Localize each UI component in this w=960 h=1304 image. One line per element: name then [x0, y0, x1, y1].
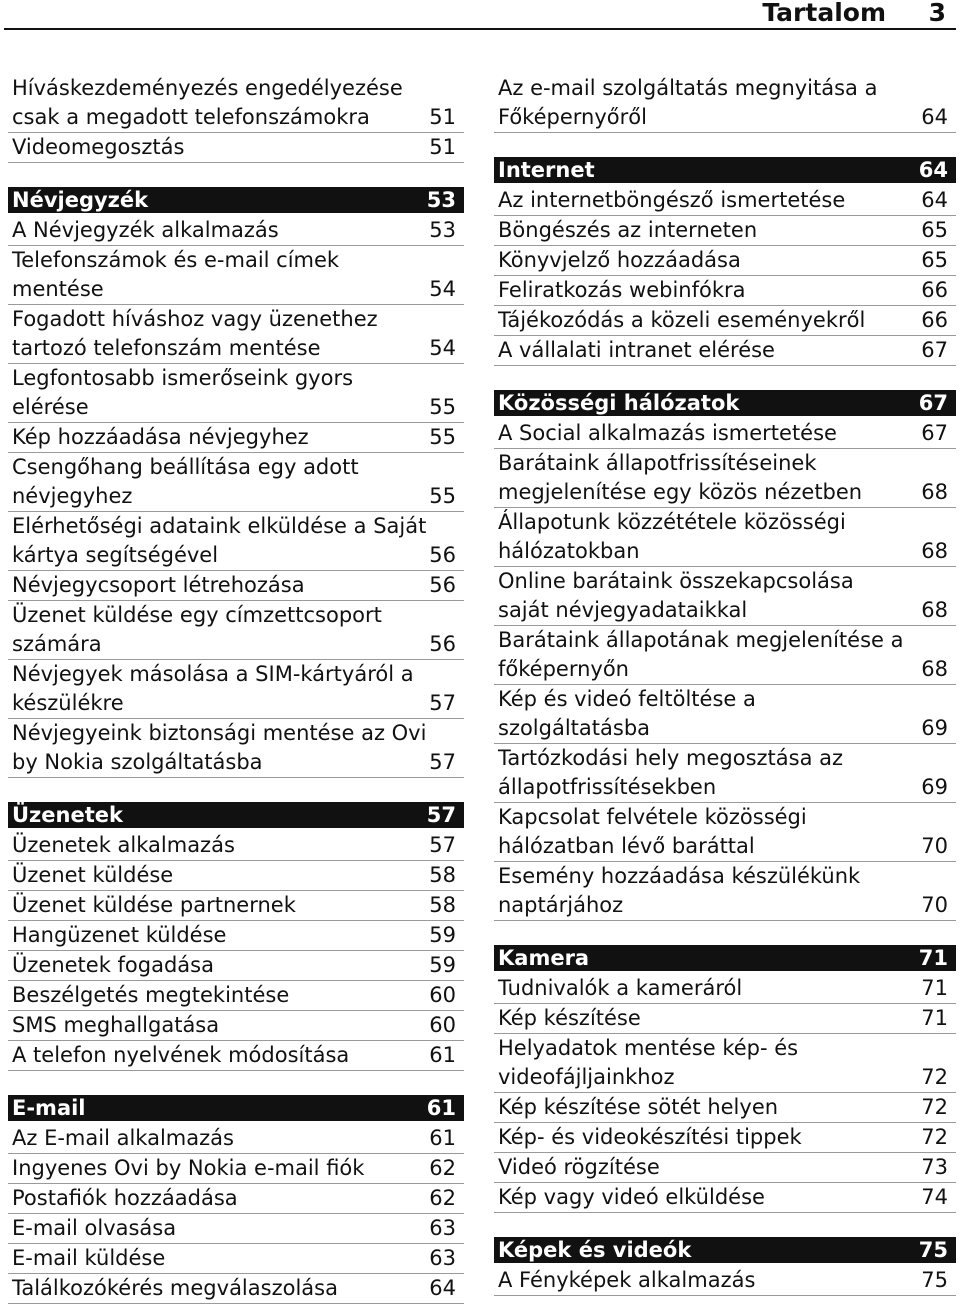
toc-entry-row: [12, 802, 456, 828]
toc-entry-row: [498, 478, 948, 507]
page-header: [4, 0, 956, 30]
toc-entry[interactable]: [8, 364, 464, 423]
toc-page-number: 55: [429, 484, 456, 508]
toc-page-number: 65: [921, 248, 948, 272]
toc-entry-row: [498, 246, 948, 275]
toc-entry[interactable]: [494, 1153, 956, 1183]
toc-entry-row: [12, 1214, 456, 1243]
toc-page-number: 64: [921, 105, 948, 129]
toc-entry-title-line: naptárjához: [498, 893, 624, 917]
toc-entry[interactable]: [8, 861, 464, 891]
toc-page-number: 67: [921, 338, 948, 362]
toc-entry[interactable]: [8, 1011, 464, 1041]
toc-page-number: 72: [921, 1065, 948, 1089]
toc-entry-title-line: Híváskezdeményezés engedélyezése: [12, 76, 403, 100]
toc-entry-title-line: E-mail olvasása: [12, 1216, 177, 1240]
toc-entry-title-line: Üzenet küldése partnernek: [12, 893, 296, 917]
toc-entry-title-line: Üzenet küldése egy címzettcsoport: [12, 603, 382, 627]
header-page-number: 3: [928, 0, 946, 27]
toc-section-heading[interactable]: [494, 945, 956, 971]
toc-page-number: 63: [429, 1246, 456, 1270]
toc-entry[interactable]: [494, 276, 956, 306]
toc-entry-title-line: főképernyőn: [498, 657, 629, 681]
toc-page-number: 65: [921, 218, 948, 242]
toc-entry-title-line: Fogadott híváshoz vagy üzenethez: [12, 307, 378, 331]
toc-entry-row: [12, 921, 456, 950]
toc-entry[interactable]: [494, 803, 956, 862]
toc-entry-title-line: Névjegyek másolása a SIM-kártyáról a: [12, 662, 414, 686]
toc-entry[interactable]: [494, 744, 956, 803]
toc-page-number: 66: [921, 278, 948, 302]
toc-entry-title-line: Közösségi hálózatok: [498, 391, 740, 415]
toc-page-number: 55: [429, 395, 456, 419]
toc-page-number: 57: [426, 803, 456, 827]
toc-page-number: 68: [921, 657, 948, 681]
toc-entry[interactable]: [494, 626, 956, 685]
toc-entry-row: [498, 714, 948, 743]
toc-entry[interactable]: [8, 133, 464, 163]
toc-entry-title-line: Böngészés az interneten: [498, 218, 758, 242]
toc-entry[interactable]: [8, 660, 464, 719]
toc-entry-row: [12, 630, 456, 659]
toc-entry-title-line: Internet: [498, 158, 595, 182]
toc-entry-row: [498, 974, 948, 1003]
toc-entry-title-line: A Social alkalmazás ismertetése: [498, 421, 837, 445]
toc-page-number: 61: [429, 1043, 456, 1067]
toc-page-number: 51: [429, 105, 456, 129]
toc-entry-title-line: Barátaink állapotának megjelenítése a: [498, 628, 904, 652]
toc-entry-row: [498, 773, 948, 802]
toc-page-number: 54: [429, 336, 456, 360]
toc-entry-title-line: Legfontosabb ismerőseink gyors: [12, 366, 354, 390]
toc-entry-title-line: kártya segítségével: [12, 543, 219, 567]
toc-entry-title-line: Beszélgetés megtekintése: [12, 983, 290, 1007]
toc-entry-row: [498, 306, 948, 335]
toc-entry-title-line: megjelenítése egy közös nézetben: [498, 480, 863, 504]
toc-page-number: 59: [429, 923, 456, 947]
toc-entry[interactable]: [8, 601, 464, 660]
toc-page-number: 62: [429, 1156, 456, 1180]
toc-entry-title-line: Névjegyzék: [12, 188, 149, 212]
toc-entry-row: [498, 655, 948, 684]
toc-entry-title-line: Főképernyőről: [498, 105, 647, 129]
toc-entry[interactable]: [8, 891, 464, 921]
toc-entry-row: [12, 861, 456, 890]
toc-page-number: 67: [921, 421, 948, 445]
toc-page-number: 57: [429, 833, 456, 857]
toc-entry-row: [498, 1183, 948, 1212]
toc-entry-row: [498, 537, 948, 566]
toc-page-number: 64: [921, 188, 948, 212]
toc-section-heading[interactable]: [494, 157, 956, 183]
toc-entry-row: [498, 276, 948, 305]
toc-column-right: [494, 74, 956, 1296]
toc-entry-title-line: SMS meghallgatása: [12, 1013, 220, 1037]
toc-entry-title-line: Telefonszámok és e-mail címek: [12, 248, 340, 272]
toc-entry[interactable]: [8, 1124, 464, 1154]
toc-entry-row: [498, 832, 948, 861]
toc-entry-row: [12, 216, 456, 245]
toc-entry-title-line: elérése: [12, 395, 89, 419]
toc-entry-row: [12, 541, 456, 570]
toc-entry-row: [12, 1184, 456, 1213]
toc-entry[interactable]: [8, 74, 464, 133]
toc-entry-row: [12, 1011, 456, 1040]
toc-column-left: [8, 74, 464, 1304]
toc-entry-title-line: Üzenet küldése: [12, 863, 174, 887]
toc-entry[interactable]: [8, 305, 464, 364]
toc-entry-title-line: tartozó telefonszám mentése: [12, 336, 321, 360]
toc-page-number: 57: [429, 691, 456, 715]
toc-entry-row: [12, 981, 456, 1010]
toc-entry-row: [498, 596, 948, 625]
toc-entry[interactable]: [494, 74, 956, 133]
toc-entry[interactable]: [494, 685, 956, 744]
toc-section-heading[interactable]: [8, 802, 464, 828]
toc-entry[interactable]: [8, 571, 464, 601]
toc-entry-row: [498, 1266, 948, 1295]
toc-entry[interactable]: [494, 1004, 956, 1034]
toc-entry-row: [12, 334, 456, 363]
toc-entry-title-line: Helyadatok mentése kép- és: [498, 1036, 799, 1060]
toc-entry[interactable]: [494, 1093, 956, 1123]
toc-section-heading[interactable]: [494, 390, 956, 416]
toc-entry-title-line: Állapotunk közzététele közösségi: [498, 510, 846, 534]
toc-entry-title-line: by Nokia szolgáltatásba: [12, 750, 263, 774]
toc-entry-row: [498, 216, 948, 245]
toc-entry-title-line: Névjegyeink biztonsági mentése az Ovi: [12, 721, 427, 745]
toc-section-heading[interactable]: [8, 1095, 464, 1121]
toc-entry-title-line: készülékre: [12, 691, 124, 715]
toc-page-number: 56: [429, 543, 456, 567]
toc-page-number: 64: [429, 1276, 456, 1300]
toc-entry[interactable]: [8, 831, 464, 861]
toc-entry-title-line: A Fényképek alkalmazás: [498, 1268, 756, 1292]
toc-entry[interactable]: [494, 246, 956, 276]
toc-entry-row: [12, 187, 456, 213]
toc-entry-title-line: Kép és videó feltöltése a: [498, 687, 756, 711]
toc-entry-title-line: Ingyenes Ovi by Nokia e-mail fiók: [12, 1156, 365, 1180]
toc-entry-title-line: Névjegycsoport létrehozása: [12, 573, 305, 597]
toc-page-number: 58: [429, 893, 456, 917]
toc-entry-row: [498, 103, 948, 132]
toc-page-number: 59: [429, 953, 456, 977]
toc-entry[interactable]: [8, 216, 464, 246]
toc-entry[interactable]: [8, 951, 464, 981]
toc-entry-title-line: Találkozókérés megválaszolása: [12, 1276, 338, 1300]
toc-entry-row: [12, 393, 456, 422]
toc-entry[interactable]: [8, 453, 464, 512]
toc-page-number: 55: [429, 425, 456, 449]
toc-section-heading[interactable]: [494, 1237, 956, 1263]
toc-entry[interactable]: [8, 423, 464, 453]
toc-entry-row: [12, 689, 456, 718]
toc-entry-title-line: számára: [12, 632, 102, 656]
toc-entry-title-line: Hangüzenet küldése: [12, 923, 227, 947]
toc-entry[interactable]: [8, 981, 464, 1011]
toc-entry-title-line: Az E-mail alkalmazás: [12, 1126, 234, 1150]
toc-entry[interactable]: [8, 1184, 464, 1214]
toc-entry[interactable]: [8, 246, 464, 305]
toc-entry-title-line: Kép vagy videó elküldése: [498, 1185, 765, 1209]
toc-entry-title-line: Tartózkodási hely megosztása az: [498, 746, 844, 770]
toc-entry-row: [12, 1095, 456, 1121]
toc-entry[interactable]: [494, 306, 956, 336]
toc-entry-row: [12, 951, 456, 980]
toc-entry-title-line: csak a megadott telefonszámokra: [12, 105, 370, 129]
toc-entry-title-line: Videó rögzítése: [498, 1155, 660, 1179]
toc-entry-row: [12, 103, 456, 132]
toc-page-number: 53: [429, 218, 456, 242]
toc-entry-title-line: Üzenetek: [12, 803, 123, 827]
toc-entry[interactable]: [8, 1274, 464, 1304]
toc-page-number: 66: [921, 308, 948, 332]
toc-entry[interactable]: [8, 1041, 464, 1071]
toc-entry-title-line: Online barátaink összekapcsolása: [498, 569, 854, 593]
toc-entry-row: [12, 423, 456, 452]
toc-entry-title-line: szolgáltatásba: [498, 716, 651, 740]
toc-page-number: 53: [426, 188, 456, 212]
toc-entry[interactable]: [8, 512, 464, 571]
toc-entry[interactable]: [494, 862, 956, 921]
toc-entry[interactable]: [494, 1266, 956, 1296]
toc-entry-row: [12, 1244, 456, 1273]
toc-page-number: 71: [921, 976, 948, 1000]
toc-page-number: 57: [429, 750, 456, 774]
toc-section-heading[interactable]: [8, 187, 464, 213]
toc-entry-title-line: Az e-mail szolgáltatás megnyitása a: [498, 76, 878, 100]
toc-entry[interactable]: [494, 1034, 956, 1093]
toc-page-number: 56: [429, 573, 456, 597]
toc-entry-title-line: mentése: [12, 277, 104, 301]
toc-entry-row: [12, 133, 456, 162]
toc-entry-row: [498, 1153, 948, 1182]
toc-entry-title-line: Feliratkozás webinfókra: [498, 278, 746, 302]
toc-entry-row: [498, 419, 948, 448]
toc-entry-row: [12, 1124, 456, 1153]
toc-entry-title-line: Kapcsolat felvétele közösségi: [498, 805, 807, 829]
toc-page-number: 68: [921, 480, 948, 504]
toc-entry-title-line: állapotfrissítésekben: [498, 775, 717, 799]
toc-page-number: 60: [429, 1013, 456, 1037]
toc-entry-row: [498, 1237, 948, 1263]
toc-entry[interactable]: [494, 1123, 956, 1153]
toc-entry-row: [498, 1063, 948, 1092]
toc-entry-title-line: Csengőhang beállítása egy adott: [12, 455, 359, 479]
toc-page-number: 68: [921, 539, 948, 563]
toc-entry[interactable]: [494, 336, 956, 366]
toc-entry-row: [12, 748, 456, 777]
toc-entry[interactable]: [494, 449, 956, 508]
toc-page-number: 58: [429, 863, 456, 887]
toc-page-number: 74: [921, 1185, 948, 1209]
toc-page-number: 68: [921, 598, 948, 622]
toc-entry-row: [12, 482, 456, 511]
toc-entry-title-line: Kamera: [498, 946, 590, 970]
toc-entry-row: [498, 390, 948, 416]
toc-page-number: 75: [918, 1238, 948, 1262]
toc-entry[interactable]: [494, 216, 956, 246]
toc-entry-row: [498, 186, 948, 215]
toc-entry-title-line: Esemény hozzáadása készülékünk: [498, 864, 861, 888]
toc-page-number: 69: [921, 716, 948, 740]
toc-entry[interactable]: [8, 921, 464, 951]
toc-entry[interactable]: [494, 974, 956, 1004]
toc-page-number: 75: [921, 1268, 948, 1292]
toc-entry-row: [12, 275, 456, 304]
toc-entry-row: [12, 831, 456, 860]
toc-page-number: 71: [918, 946, 948, 970]
toc-page-number: 60: [429, 983, 456, 1007]
toc-entry-title-line: hálózatokban: [498, 539, 640, 563]
toc-entry-title-line: Üzenetek alkalmazás: [12, 833, 235, 857]
toc-entry-title-line: E-mail küldése: [12, 1246, 166, 1270]
toc-entry-row: [498, 157, 948, 183]
toc-page-number: 56: [429, 632, 456, 656]
toc-entry-title-line: Barátaink állapotfrissítéseinek: [498, 451, 817, 475]
toc-page-number: 54: [429, 277, 456, 301]
toc-entry[interactable]: [8, 719, 464, 778]
toc-page-number: 64: [918, 158, 948, 182]
toc-entry-title-line: A telefon nyelvének módosítása: [12, 1043, 350, 1067]
toc-entry-title-line: Elérhetőségi adataink elküldése a Saját: [12, 514, 427, 538]
toc-entry-row: [498, 945, 948, 971]
toc-entry[interactable]: [494, 567, 956, 626]
toc-entry-title-line: A vállalati intranet elérése: [498, 338, 775, 362]
toc-page-number: 63: [429, 1216, 456, 1240]
toc-entry-title-line: A Névjegyzék alkalmazás: [12, 218, 279, 242]
toc-entry-title-line: Kép készítése: [498, 1006, 641, 1030]
toc-entry-row: [498, 1123, 948, 1152]
toc-entry-title-line: Postafiók hozzáadása: [12, 1186, 238, 1210]
toc-entry-row: [498, 336, 948, 365]
toc-entry-title-line: Kép hozzáadása névjegyhez: [12, 425, 309, 449]
toc-page-number: 72: [921, 1095, 948, 1119]
toc-page-number: 73: [921, 1155, 948, 1179]
toc-page-number: 61: [429, 1126, 456, 1150]
toc-entry-title-line: Üzenetek fogadása: [12, 953, 214, 977]
toc-entry-row: [12, 571, 456, 600]
toc-entry-title-line: Videomegosztás: [12, 135, 185, 159]
header-title: Tartalom: [762, 0, 886, 27]
toc-entry-row: [12, 1041, 456, 1070]
toc-page-number: 62: [429, 1186, 456, 1210]
toc-entry[interactable]: [8, 1214, 464, 1244]
toc-page-number: 69: [921, 775, 948, 799]
toc-entry-title-line: Könyvjelző hozzáadása: [498, 248, 741, 272]
toc-entry-row: [12, 891, 456, 920]
toc-entry-title-line: Tájékozódás a közeli eseményekről: [498, 308, 866, 332]
toc-entry-row: [12, 1154, 456, 1183]
toc-entry-title-line: saját névjegyadataikkal: [498, 598, 748, 622]
toc-entry-title-line: Kép- és videokészítési tippek: [498, 1125, 802, 1149]
toc-page-number: 61: [426, 1096, 456, 1120]
toc-entry-title-line: Képek és videók: [498, 1238, 692, 1262]
toc-entry-title-line: Tudnivalók a kameráról: [498, 976, 743, 1000]
toc-entry-title-line: hálózatban lévő baráttal: [498, 834, 755, 858]
toc-entry-row: [498, 1004, 948, 1033]
toc-page-number: 71: [921, 1006, 948, 1030]
toc-entry-title-line: videofájljainkhoz: [498, 1065, 675, 1089]
toc-page-number: 67: [918, 391, 948, 415]
toc-entry-row: [498, 1093, 948, 1122]
toc-entry-title-line: Az internetböngésző ismertetése: [498, 188, 846, 212]
toc-entry[interactable]: [8, 1244, 464, 1274]
toc-entry-row: [12, 1274, 456, 1303]
toc-entry-title-line: E-mail: [12, 1096, 86, 1120]
toc-page-number: 70: [921, 834, 948, 858]
toc-entry[interactable]: [494, 508, 956, 567]
toc-entry[interactable]: [8, 1154, 464, 1184]
toc-entry-row: [498, 891, 948, 920]
toc-entry[interactable]: [494, 1183, 956, 1213]
toc-page-number: 51: [429, 135, 456, 159]
toc-entry[interactable]: [494, 186, 956, 216]
toc-entry[interactable]: [494, 419, 956, 449]
toc-entry-title-line: Kép készítése sötét helyen: [498, 1095, 779, 1119]
toc-entry-title-line: névjegyhez: [12, 484, 133, 508]
toc-page-number: 70: [921, 893, 948, 917]
toc-page-number: 72: [921, 1125, 948, 1149]
